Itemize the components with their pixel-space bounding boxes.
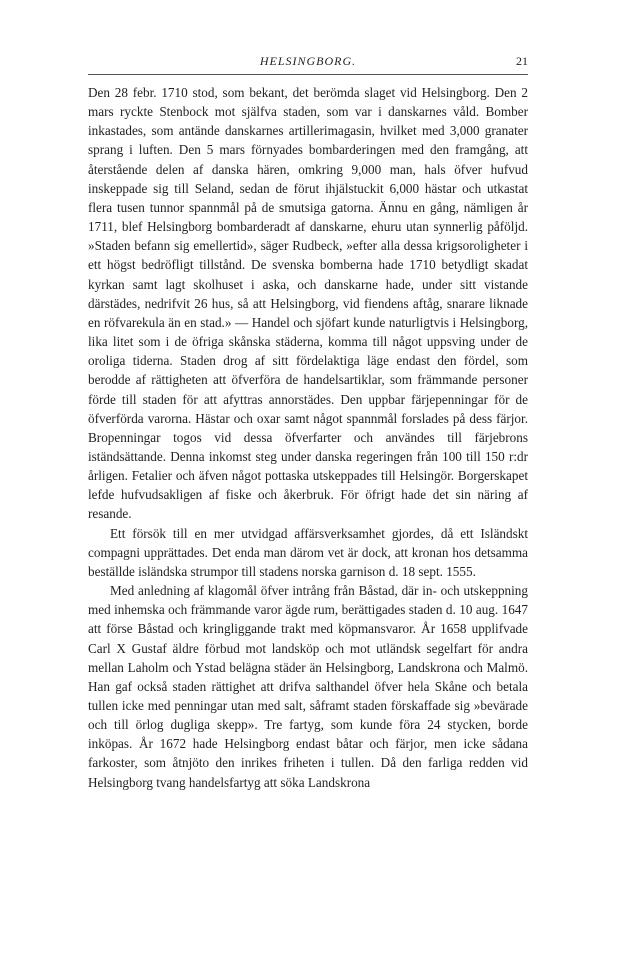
running-title: HELSINGBORG. <box>259 54 357 68</box>
paragraph: Den 28 febr. 1710 stod, som bekant, det berömda slaget vid Helsingborg. Den 2 mars ryckte Stenbock mot själfva staden, som var i danskarnes våld. Bomber inkastades, som antände danskarnes artillerimagasin, hvilket med 3,000 granater sprang i luften. Den 5 mars förnyades bombarderingen med den framgång, att återstående delen af danska hären, omkring 9,000 man, hals öfver hufvud inskeppade sig till Seland, sedan de förut ihjälstuckit 6,000 hästar och utkastat flera tusen tunnor spannmål på de smutsiga gatorna. Ännu en gång, nämligen år 1711, blef Helsingborg bombarderadt af danskarne, ehuru utan synnerlig påföljd. »Staden befann sig emellertid», säger Rudbeck, »efter alla dessa krigsoroligheter i ett högst bedröfligt tillstånd. De svenska bomberna hade 1710 betydligt skadat kyrkan samt lagt skolhuset i aska, och danskarne hade, under sitt vistande därstädes, nedrifvit 26 hus, så att Helsingborg, vid fiendens aftåg, snarare liknade en röfvarekula än en stad.» — Handel och sjöfart kunde naturligtvis i Helsingborg, lika litet som i de öfriga skånska städerna, komma till något uppsving under de oroliga tiderna. Staden drog af sitt fördelaktiga läge endast den fördel, som berodde af rättigheten att öfverföra de handelsartiklar, som främmande personer förde till staden för att afyttras annorstädes. Den uppbar färjepenningar för de öfverförda varorna. Hästar och oxar samt något spannmål forslades på dess färjor. Bropenningar togos vid dessa öfverfarter och användes till färjebrons iständsättande. Denna inkomst steg under danska regeringen från 100 till 150 r:dr årligen. Fetalier och äfven något pottaska utskeppades till Helsingör. Borgerskapet lefde hufvudsakligen af fiske och åkerbruk. För öfrigt hade det sin näring af resande. <box>88 85 528 522</box>
header-rule <box>88 74 528 75</box>
page-number: 21 <box>516 54 528 68</box>
paragraph: Ett försök till en mer utvidgad affärsverksamhet gjordes, då ett Isländskt compagni upprättades. Det enda man därom vet är dock, att kronan hos detsamma beställde isländska strumpor till stadens norska garnison d. 18 sept. 1555. <box>88 525 528 579</box>
paragraph: Med anledning af klagomål öfver intrång från Båstad, där in- och utskeppning med inhemska och främmande varor ägde rum, berättigades staden d. 10 aug. 1647 att förse Båstad och kringliggande trakt med köpmansvaror. År 1658 upplifvade Carl X Gustaf äldre förbud mot landsköp och mot utländsk segelfart för andra mellan Laholm och Ystad belägna städer än Helsingborg, Landskrona och Malmö. Han gaf också staden rättighet att drifva salthandel öfver hela Skåne och betala tullen icke med penningar utan med salt, såframt staden förskaffade sig »bevärade och till örlog dugliga skepp». Tre fartyg, som kunde föra 24 stycken, borde inköpas. År 1672 hade Helsingborg endast båtar och färjor, men icke sådana farkoster, som åtnjöto den inrikes friheten i tullen. Då den farliga redden vid Helsingborg tvang handelsfartyg att söka Landskrona <box>88 583 528 790</box>
page-header <box>88 54 528 70</box>
body-text <box>88 83 528 792</box>
